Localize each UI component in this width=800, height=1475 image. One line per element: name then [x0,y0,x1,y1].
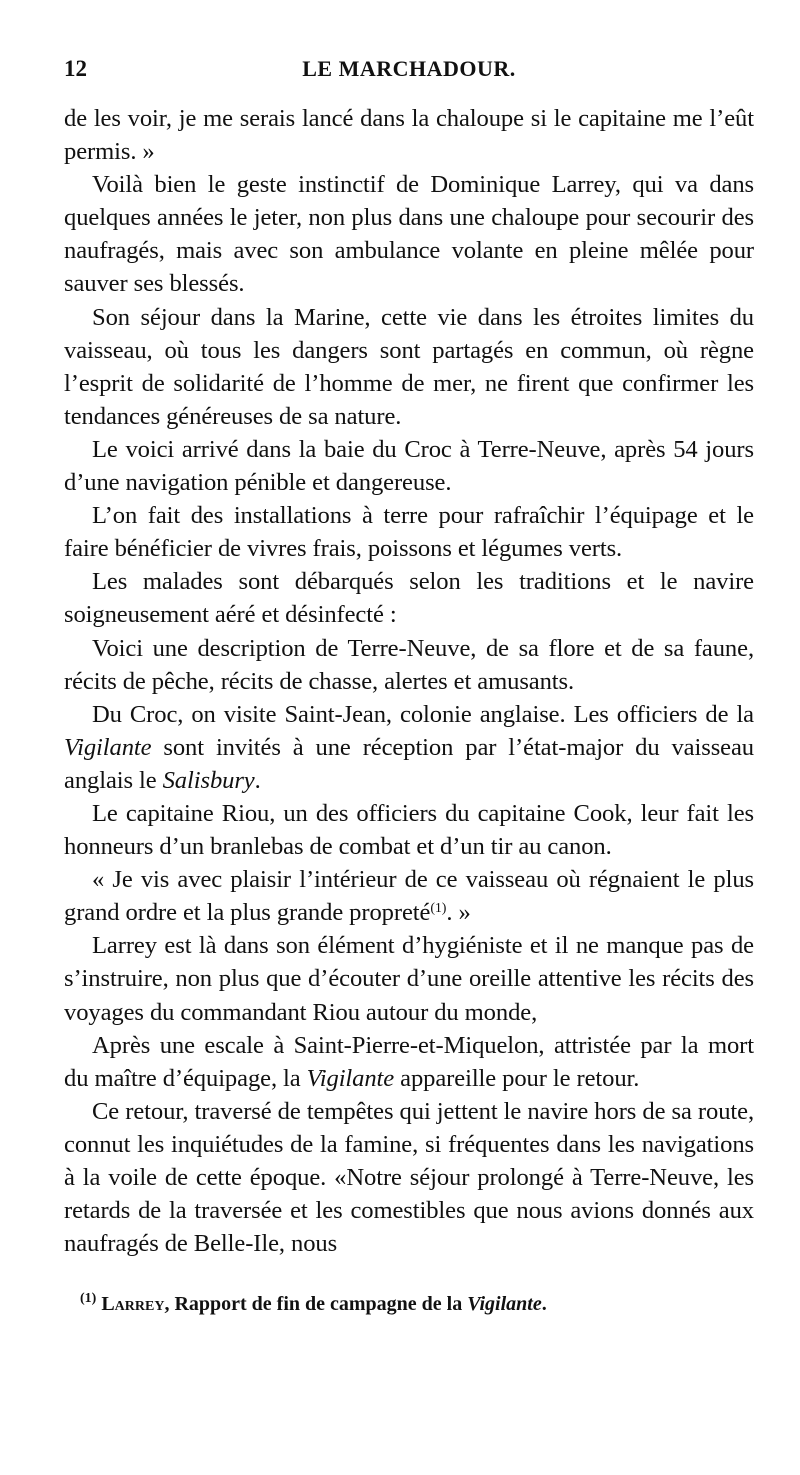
text-segment: Voilà bien le geste instinctif de Dominique Larrey, qui va dans quelques années le jeter, non plus dans une chaloupe pour secourir des naufragés, mais avec son ambulance volante en pleine mêlée pour sauver ses blessés. [64,171,754,298]
text-segment: Le voici arrivé dans la baie du Croc à Terre-Neuve, après 54 jours d’une navigation pénible et dangereuse. [64,435,754,497]
footnote-ship-name: Vigilante [467,1293,542,1316]
running-head: LE MARCHADOUR. [302,56,516,81]
text-segment: de les voir, je me serais lancé dans la chaloupe si le capitaine me l’eût permis. » [64,105,754,166]
italic-text: Vigilante [306,1064,395,1092]
footnote-marker: (1) [80,1291,97,1307]
text-segment: Larrey est là dans son élément d’hygiéniste et il ne manque pas de s’instruire, non plus que d’écouter d’une oreille attentive les récits des voyages du commandant Riou autour du monde, [64,932,754,1026]
paragraph [64,565,754,631]
paragraph [64,929,754,1028]
footnote-author: Larrey [101,1293,165,1316]
paragraph [64,632,754,698]
paragraph [64,863,754,929]
text-segment: L’on fait des installations à terre pour rafraîchir l’équipage et le faire bénéficier de vivres frais, poissons et légumes verts. [64,502,754,563]
text-segment: Ce retour, traversé de tempêtes qui jettent le navire hors de sa route, connut les inquiétudes de la famine, si fréquentes dans les navigations à la voile de cette époque. «Notre séjour prolongé à Terre-Neuve, les retards de la traversée et les comestibles que nous avions donnés aux naufragés de Belle-Ile, nous [64,1097,754,1258]
paragraph [64,102,754,168]
text-segment: Les malades sont débarqués selon les traditions et le navire soigneusement aéré et désinfecté : [64,568,754,629]
footnote [64,1290,754,1318]
text-segment: Après une escale à Saint-Pierre-et-Miquelon, attristée par la mort du maître d’équipage, la [64,1031,754,1092]
text-segment: Voici une description de Terre-Neuve, de sa flore et de sa faune, récits de pêche, récits de chasse, alertes et amusants. [64,634,754,695]
page-header [64,56,754,96]
text-segment: appareille pour le retour. [394,1064,640,1092]
paragraph [64,1095,754,1260]
footnote-reference: (1) [430,901,447,917]
paragraph [64,797,754,863]
paragraph [64,698,754,797]
italic-text: Salisbury [162,766,255,794]
text-segment: « Je vis avec plaisir l’intérieur de ce vaisseau où régnaient le plus grand ordre et la plus grande propreté [64,866,754,927]
text-segment: . » [446,899,471,927]
paragraph [64,1029,754,1095]
text-segment: sont invités à une réception par l’état-major du vaisseau anglais le [64,733,754,794]
paragraph [64,168,754,300]
paragraph [64,301,754,433]
italic-text: Vigilante [64,733,152,761]
page-number: 12 [64,56,87,81]
paragraph [64,433,754,499]
footnote-text: , Rapport de fin de campagne de la [164,1293,468,1316]
footnote-end: . [541,1293,547,1316]
text-segment: Du Croc, on visite Saint-Jean, colonie anglaise. Les officiers de la [92,700,754,728]
book-page [64,56,754,1318]
paragraph [64,499,754,565]
text-segment: Son séjour dans la Marine, cette vie dans les étroites limites du vaisseau, où tous les dangers sont partagés en commun, où règne l’esprit de solidarité de l’homme de mer, ne firent que confirmer les tendances généreuses de sa nature. [64,303,754,430]
text-segment: . [254,766,261,794]
text-segment: Le capitaine Riou, un des officiers du capitaine Cook, leur fait les honneurs d’un branlebas de combat et d’un tir au canon. [64,799,754,861]
body-text [64,102,754,1260]
